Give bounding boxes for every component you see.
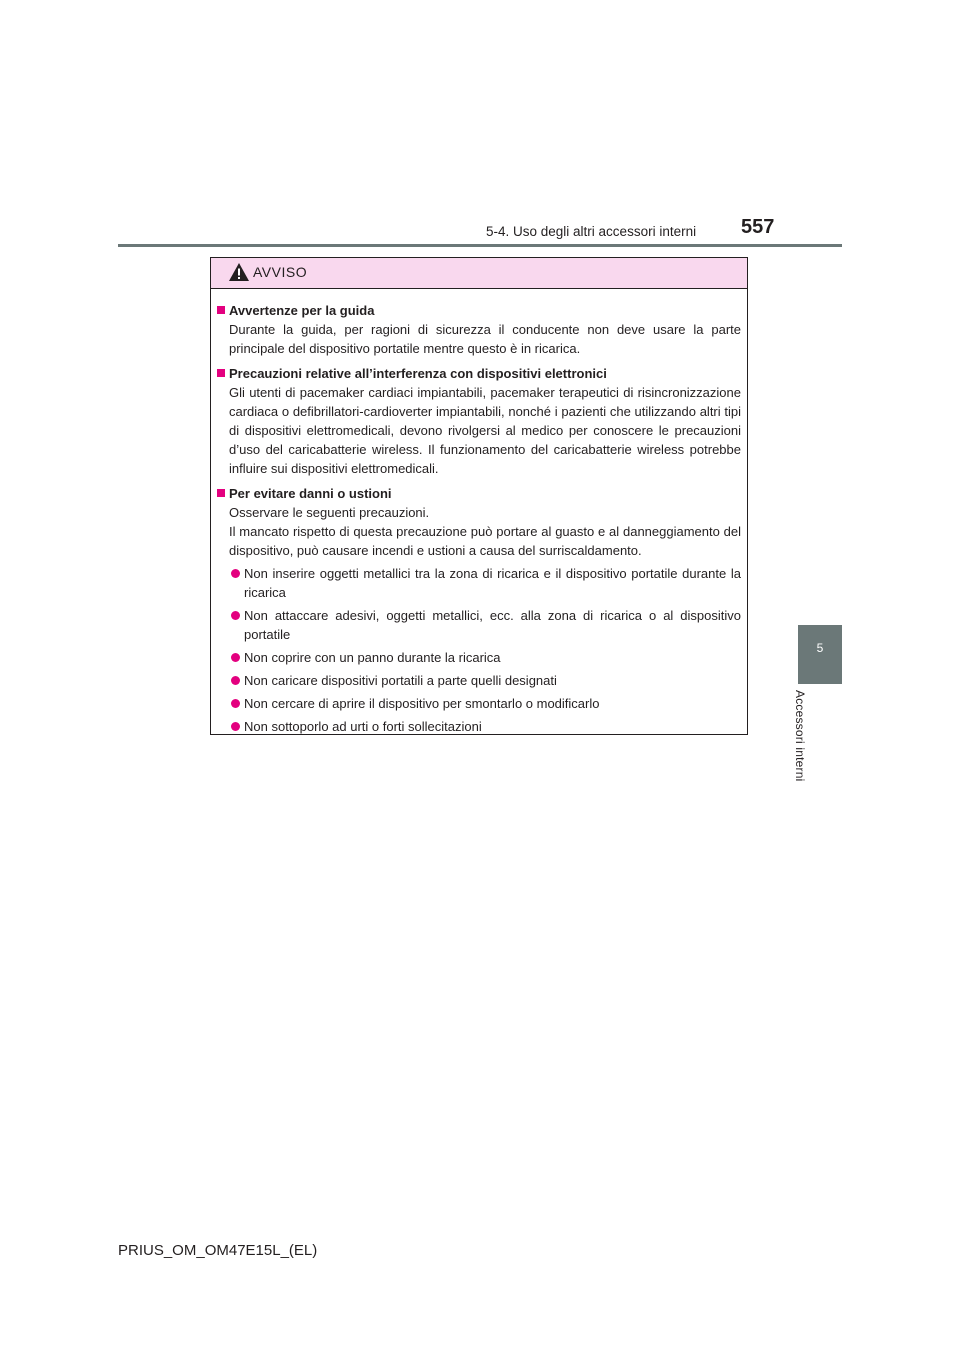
bullet-dot-icon (231, 676, 240, 685)
section-paragraph: Il mancato rispetto di questa precauzione può portare al guasto e al danneggiamento del dispositivo, può causare incendi e ustioni a causa del surriscaldamento. (229, 524, 741, 558)
list-item: Non inserire oggetti metallici tra la zona di ricarica e il dispositivo portatile durante la ricarica (215, 564, 741, 602)
square-bullet-icon (217, 369, 225, 377)
chapter-tab (798, 625, 842, 684)
list-item: Non attaccare adesivi, oggetti metallici, ecc. alla zona di ricarica o al dispositivo portatile (215, 606, 741, 644)
document-code: PRIUS_OM_OM47E15L_(EL) (118, 1242, 318, 1259)
bullet-dot-icon (231, 699, 240, 708)
section-heading: Precauzioni relative all’interferenza con dispositivi elettronici (215, 364, 741, 383)
warning-header (211, 258, 747, 289)
section-paragraph: Osservare le seguenti precauzioni. (229, 505, 430, 520)
list-item: Non cercare di aprire il dispositivo per smontarlo o modificarlo (215, 694, 741, 713)
chapter-number: 5 (816, 641, 824, 655)
warning-triangle-icon (228, 262, 250, 282)
bullet-dot-icon (231, 569, 240, 578)
list-item: Non caricare dispositivi portatili a parte quelli designati (215, 671, 741, 690)
list-item: Non sottoporlo ad urti o forti sollecitazioni (215, 717, 741, 736)
warning-body (211, 289, 747, 736)
section-interferenza (215, 364, 741, 478)
chapter-label: Accessori interni (793, 690, 807, 782)
square-bullet-icon (217, 306, 225, 314)
section-heading: Avvertenze per la guida (215, 301, 741, 320)
section-title: 5-4. Uso degli altri accessori interni (486, 224, 697, 239)
section-paragraph: Durante la guida, per ragioni di sicurezza il conducente non deve usare la parte principale del dispositivo portatile mentre questo è in ricarica. (229, 322, 741, 356)
section-danni (215, 484, 741, 736)
bullet-dot-icon (231, 722, 240, 731)
bullet-dot-icon (231, 653, 240, 662)
page-number: 557 (741, 216, 775, 238)
section-paragraph: Gli utenti di pacemaker cardiaci impiantabili, pacemaker terapeutici di risincronizzazione cardiaca o defibrillatori-cardioverter impiantabili, nonché i pazienti che utilizzando altri tipi di dispositivi elettromedicali, devono rivolgersi al medico per conoscere le precauzioni d’uso del caricabatterie wireless. Il funzionamento del caricabatterie wireless potrebbe influire sui dispositivi elettromedicali. (229, 385, 741, 476)
bullet-dot-icon (231, 611, 240, 620)
list-item: Non coprire con un panno durante la ricarica (215, 648, 741, 667)
warning-box (210, 257, 748, 735)
section-heading: Per evitare danni o ustioni (215, 484, 741, 503)
warning-title: AVVISO (253, 264, 308, 280)
square-bullet-icon (217, 489, 225, 497)
section-guida (215, 301, 741, 358)
header-divider (118, 244, 842, 247)
